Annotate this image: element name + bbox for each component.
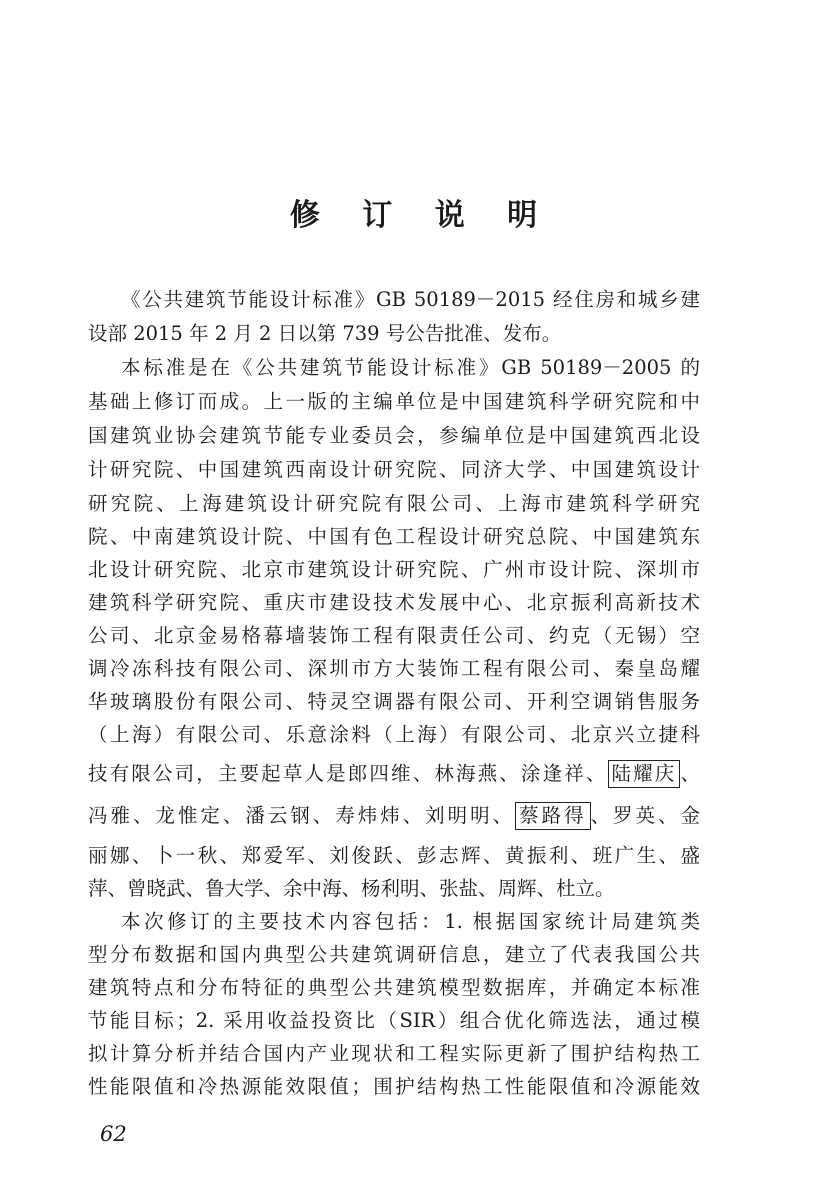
text-line: 国建筑业协会建筑节能专业委员会，参编单位是中国建筑西北设 (88, 424, 700, 447)
text-line: 节能目标；2. 采用收益投资比（SIR）组合优化筛选法，通过模 (88, 1009, 700, 1032)
text-line: （上海）有限公司、乐意涂料（上海）有限公司、北京兴立捷科 (88, 723, 700, 746)
text-line (88, 802, 700, 830)
page-number: 62 (100, 1122, 127, 1146)
text-line: 北设计研究院、北京市建筑设计研究院、广州市设计院、深圳市 (88, 558, 700, 581)
text-segment: 、 (680, 762, 700, 785)
text-line: 公司、北京金易格幕墙装饰工程有限责任公司、约克（无锡）空 (88, 624, 700, 647)
text-line: 萍、曾晓武、鲁大学、余中海、杨利明、张盐、周辉、杜立。 (88, 877, 615, 900)
text-segment: 冯雅、龙惟定、潘云钢、寿炜炜、刘明明、 (88, 804, 516, 827)
boxed-name: 蔡路得 (515, 802, 590, 830)
boxed-name: 陆耀庆 (608, 760, 681, 788)
text-line: 性能限值和冷热源能效限值；围护结构热工性能限值和冷源能效 (88, 1075, 700, 1098)
text-line: 基础上修订而成。上一版的主编单位是中国建筑科学研究院和中 (88, 390, 700, 413)
text-line: 调冷冻科技有限公司、深圳市方大装饰工程有限公司、秦皇岛耀 (88, 657, 700, 680)
text-line: 华玻璃股份有限公司、特灵空调器有限公司、开利空调销售服务 (88, 690, 700, 713)
text-line: 研究院、上海建筑设计研究院有限公司、上海市建筑科学研究 (88, 492, 700, 515)
text-line: 拟计算分析并结合国内产业现状和工程实际更新了围护结构热工 (88, 1042, 700, 1065)
text-line: 设部 2015 年 2 月 2 日以第 739 号公告批准、发布。 (88, 322, 562, 345)
text-line: 本次修订的主要技术内容包括：1. 根据国家统计局建筑类 (121, 910, 700, 933)
text-line: 丽娜、卜一秋、郑爱军、刘俊跃、彭志辉、黄振利、班广生、盛 (88, 844, 700, 867)
text-line: 型分布数据和国内典型公共建筑调研信息，建立了代表我国公共 (88, 943, 700, 966)
text-segment: 技有限公司，主要起草人是郎四维、林海燕、涂逢祥、 (88, 762, 608, 785)
text-line: 《公共建筑节能设计标准》GB 50189－2015 经住房和城乡建 (121, 288, 700, 311)
text-line: 本标准是在《公共建筑节能设计标准》GB 50189－2005 的 (121, 356, 700, 379)
text-segment: 、罗英、金 (590, 804, 700, 827)
text-line: 建筑科学研究院、重庆市建设技术发展中心、北京振利高新技术 (88, 591, 700, 614)
text-line: 建筑特点和分布特征的典型公共建筑模型数据库，并确定本标准 (88, 976, 700, 999)
text-line (88, 760, 700, 788)
text-line: 院、中南建筑设计院、中国有色工程设计研究总院、中国建筑东 (88, 525, 700, 548)
text-line: 计研究院、中国建筑西南设计研究院、同济大学、中国建筑设计 (88, 458, 700, 481)
page-title: 修 订 说 明 (289, 198, 554, 233)
